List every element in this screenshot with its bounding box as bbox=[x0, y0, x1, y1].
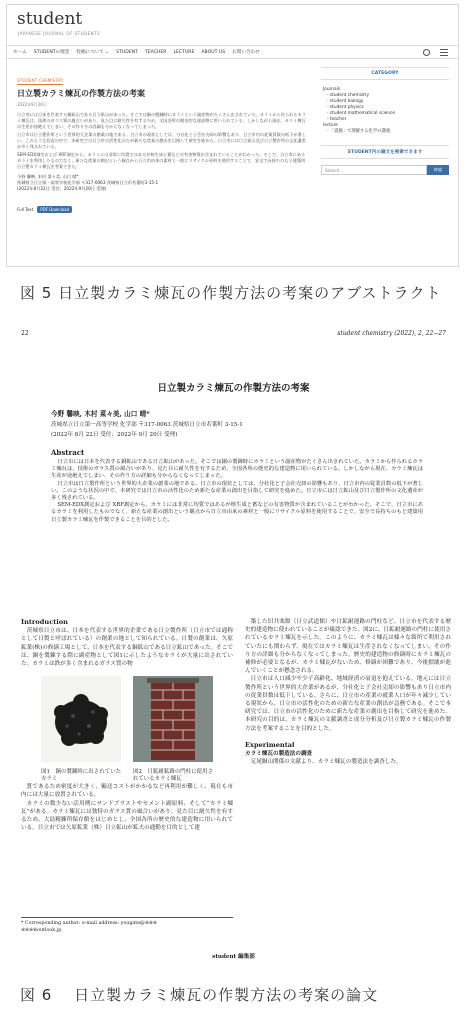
abstract-paragraph: 日立市は日立製作所という世界的大企業の創業の地である。日立市の現状としては、分社化と子会社売却の影響もあり、日立市内の従業員数の低下が著しい。このような状況の中で、本研究では日立市の活性化のため新たな産業の創出を目指して研究を進めた。日立市には日立鉱山及び日立製作所の文化遺産が多く残されている。 bbox=[51, 480, 423, 502]
sidebar-item-biology[interactable]: - student biology bbox=[327, 99, 364, 104]
figure-photos bbox=[41, 676, 233, 762]
paper-affiliation: 茨城県立日立第一高等学校 化学部 〒317-0063 茨城県日立市若葉町 3-15-1 bbox=[51, 422, 243, 428]
sidebar bbox=[321, 67, 449, 175]
search-input[interactable]: Search... bbox=[321, 165, 427, 175]
journals-label[interactable]: Journals bbox=[323, 87, 341, 92]
corresponding-footnote bbox=[21, 917, 233, 934]
figure-captions bbox=[41, 766, 233, 783]
article-paragraph: 日立市は日立製作所という世界的大企業の創業の地である。日立市の現状としては、分社化と子会社売却の影響もあり、日立市内の従業員数の低下が著しい。このような状況の中で、本研究では日立市の活性化のため新たな産業の創出を目指して研究を進めた。日立市には日立鉱山及び日立製作所の文化遺産が多く残されている。 bbox=[17, 132, 306, 149]
article-authors bbox=[17, 174, 307, 192]
experimental-subheading: カラミ煉瓦の製造法の調査 bbox=[245, 751, 313, 758]
paper-page bbox=[13, 322, 454, 970]
article-received: (2022年8月22日 受付；2022年9月20日 受理) bbox=[17, 186, 107, 191]
nav-item-submission[interactable]: 投稿について ⌄ bbox=[76, 50, 110, 55]
introduction-heading: Introduction bbox=[21, 618, 68, 626]
intro-paragraph: 茨城県日立市は、日本を代表する世界的企業である日立製作所（日立市では通称として日製と呼ばれている）の創業の地として知られている。日製の創業は、久原鉱業(株)の修繕工場として、日本を代表する銅鉱山である日立鉱山であった。そこでは、銅を製錬する際に副産物として図1に示したようなカラミが大量に出されていた。カラミは鉄が多く含まれるガラス質の物 bbox=[21, 628, 233, 668]
pdf-download-button[interactable]: PDF Download bbox=[37, 206, 72, 213]
nav-item-teacher[interactable]: TEACHER bbox=[144, 49, 167, 55]
page-number: 22 bbox=[21, 330, 29, 337]
abstract-heading: Abstract bbox=[51, 448, 85, 457]
abstract-paragraph: 日立市には日本を代表する銅鉱山である日立鉱山があった。そこでは銅の製錬時にカラミという副産物がたくさん出されていた。カラミから作られるカラミ煉瓦は、技術のガラス質の風合いがあり、見た目に耐久性を有するため、全国各所の歴史的な建造物に用いられている。しかしながら現在、カラミ煉瓦は生産が途絶えてしまい、その作り方の詳細も分からなくなってしまった。 bbox=[51, 459, 423, 480]
paper-received: (2022年 8月 22日 受付；2022年 9月 20日 受理) bbox=[51, 432, 178, 438]
nav-item-home[interactable]: ホーム bbox=[13, 50, 27, 55]
nav-item-student[interactable]: STUDENT bbox=[116, 49, 138, 55]
nav-item-about[interactable]: ABOUT US bbox=[201, 49, 226, 55]
lecture-label[interactable]: lecture bbox=[323, 123, 338, 128]
paper-authors: 今野 馨映, 木村 菜々美, 山口 晴* bbox=[51, 410, 150, 418]
site-logo[interactable]: student bbox=[17, 9, 83, 29]
figure-6-caption: 図 6 日立製カラミ煉瓦の作製方法の考案の論文 bbox=[20, 986, 379, 1004]
brick-gatepost-photo bbox=[133, 676, 213, 762]
intro-paragraph: 質であるため密度が大きく、輸送コストがかかるなど再利用が難しく、現在も市内には大量に放置されている。 bbox=[21, 784, 233, 799]
article-author-names: 今野 馨映, 木村 菜々美, 山口 晴* bbox=[17, 174, 79, 179]
sidebar-item-physics[interactable]: - student physics bbox=[327, 105, 364, 110]
site-subtitle: JAPANESE JOURNAL OF STUDENTS bbox=[18, 31, 101, 36]
website-screenshot bbox=[6, 4, 459, 267]
search-heading: STUDENT内の論文を検索できます bbox=[321, 145, 449, 159]
figure-5-caption: 図 5 日立製カラミ煉瓦の作製方法の考案のアブストラクト bbox=[20, 284, 442, 302]
menu-icon[interactable] bbox=[440, 49, 448, 56]
sidebar-search bbox=[321, 165, 449, 175]
article-links bbox=[17, 206, 307, 213]
sidebar-item-teacher[interactable]: - teacher bbox=[327, 117, 347, 122]
experimental-paragraph: 足尾銅山関係の文献より、カラミ煉瓦の製造法を調査した。 bbox=[250, 759, 402, 766]
full-text-link[interactable]: Full Text bbox=[17, 207, 34, 212]
running-head: student chemistry (2022), 2, 22−27 bbox=[337, 330, 446, 337]
sidebar-item-math[interactable]: - student mathematical science bbox=[327, 111, 396, 116]
sidebar-item-lecture[interactable]: - 「震蝕」で理解する化学の講義 bbox=[327, 129, 391, 134]
article-category[interactable]: STUDENT CHEMISTRY bbox=[17, 79, 64, 84]
nav-item-philosophy[interactable]: STUDENTの理念 bbox=[33, 50, 70, 55]
nav-item-contact[interactable]: お問い合わせ bbox=[232, 50, 260, 55]
intro-paragraph: カラミの数少ない活用例にサンドブラストやセメント副原料、そして“カラミ煉瓦”がある。カラミ煉瓦には独特のガラス質の風合いがあり、見た目に耐久性を有するため、大島精錬所保存館をはじめとし、全国各所の歴史的な建造物に用いられている。日立市では久原鉱業（株）日立鉱山が鉱夫の通勤を目的として建 bbox=[21, 800, 233, 832]
figure-2-caption: 図2 日鉱耐鉱路の門柱に使用されているカラミ煉瓦 bbox=[133, 769, 213, 783]
footnote-line: * Corresponding author: e-mail address: yougate@※※※ bbox=[21, 921, 157, 926]
paper-title: 日立製カラミ煉瓦の作製方法の考案 bbox=[157, 383, 310, 394]
article-paragraph: SEM-EDX測定および XRF測定から、カラミには非常に均質ではあるが核生成と蓄などの有害物質が含まれていることがわかった。そこで、日立市にあるカラミを利用したものでなく、新たな産業の創出という観点から日立市由来の素材と一般にリサイクル原料を使用することで、安全で長持ちのもと建築用日立製カラミ煉瓦を考案できた。 bbox=[17, 152, 306, 169]
abstract-paragraph: SEM-EDX測定および XRF測定から、カラミには非常に均質ではあるが核生成と蓄などの有害物質が含まれていることがわかった。そこで、日立市にあるカラミを利用したものでなく、新たな産業の創出という観点から日立市由来の素材と一般にリサイクル原料を使用することで、安全で長持ちのもと建築用日立製カラミ煉瓦を作製できることを目的とした。 bbox=[51, 502, 423, 523]
intro-paragraph: 築した旧共楽館（日立武道館）や日鉱耐運路の門柱など、日立市を代表する歴史的建造物に使われていることが確認できた。図2に、日鉱耐運路の門柱に使用されているカラミ煉瓦を示した。このように、カラミ煉瓦は様々な箇所で利用されていたにも関わらず、現在ではカラミ煉瓦は生産されなくなってしまい、その作り方の詳細も分からなくなってしまった。歴史的建造物の修繕時にカラミ煉瓦の補修が必要となるが、カラミ煉瓦がないため、修繕が困難であり、今後損壊が進んでいくことが懸念される。 bbox=[245, 619, 451, 675]
figure-1-caption: 図1 銅の製錬時に出されていたカラミ bbox=[41, 769, 121, 783]
category-heading: CATEGORY bbox=[321, 67, 449, 80]
page-footer: student 編集部 bbox=[212, 954, 255, 960]
sidebar-item-chemistry[interactable]: - student chemistry bbox=[327, 93, 370, 98]
article-paragraph: 日立市には日本を代表する銅鉱山である日立鉱山があった。そこでは銅の製錬時にカラミという副産物がたくさん出されていた。カラミから作られるカラミ煉瓦は、技術のガラス質の風合いがあり、見た目に耐久性を有するため、全国各所の歴史的な建造物に用いられている。しかしながら現在、カラミ煉瓦は生産が途絶えてしまい、その作り方の詳細も分からなくなってしまった。 bbox=[17, 112, 306, 129]
category-list bbox=[321, 87, 449, 135]
article bbox=[17, 67, 307, 213]
footnote-line: ※※※※outlook.jp bbox=[21, 927, 62, 933]
article-date: 2022年9月20日 bbox=[17, 102, 47, 107]
nav-item-lecture[interactable]: LECTURE bbox=[173, 49, 195, 55]
intro-paragraph: 日立市は人口減少や少子高齢化、地域経済の衰退を抱えている。地元には日立製作所という世界的大企業があるが、分社化と子会社売却の影響もあり日立市内の従業員数は低下している。さらに、日立市の産業の就業人口が年々減少している現状から、日立市の活性化のための新たな産業の創出が急務である。そこで本研究では、日立市の活性化のために新たな産業の創出を目指して研究を進めた。本研究の目的は、カラミ煉瓦の文献調査と成分分析及び日立製カラミ煉瓦の作製方法を考案することを目的とした。 bbox=[245, 676, 451, 732]
main-nav bbox=[7, 45, 458, 59]
search-icon[interactable] bbox=[423, 49, 430, 56]
article-affiliation: 茨城県立日立第一高等学校化学部 〒317-0063 茨城県日立市若葉町3-15-1 bbox=[17, 180, 159, 185]
right-column bbox=[245, 618, 451, 766]
experimental-heading: Experimental bbox=[245, 740, 295, 749]
abstract-body bbox=[51, 459, 423, 524]
karami-slag-photo bbox=[41, 676, 121, 762]
left-column bbox=[21, 618, 233, 832]
article-title: 日立製カラミ煉瓦の作製方法の考案 bbox=[17, 89, 145, 98]
search-button[interactable]: 検索 bbox=[427, 165, 449, 175]
